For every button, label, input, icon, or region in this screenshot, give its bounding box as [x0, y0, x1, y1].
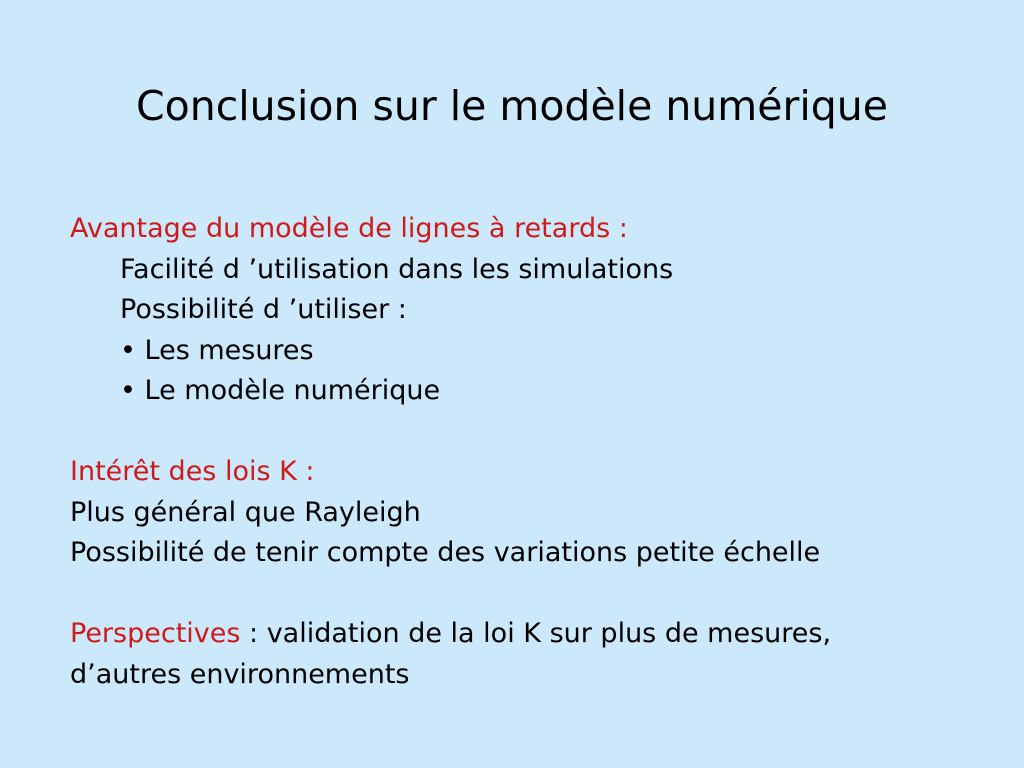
perspectives-paragraph [70, 614, 1000, 655]
section-heading-k-laws: Intérêt des lois K : [70, 456, 315, 487]
bullet-item: • Le modèle numérique [120, 375, 441, 406]
section-heading-advantages: Avantage du modèle de lignes à retards : [70, 213, 628, 244]
bullet-item: • Les mesures [120, 334, 314, 366]
k-law-item: Plus général que Rayleigh [70, 496, 421, 528]
perspectives-text: : validation de la loi K sur plus de mesures, [240, 618, 832, 649]
advantage-item: Facilité d ’utilisation dans les simulations [120, 253, 674, 285]
perspectives-continuation: d’autres environnements [70, 658, 410, 690]
slide-title: Conclusion sur le modèle numérique [136, 82, 888, 130]
k-law-item: Possibilité de tenir compte des variations petite échelle [70, 537, 821, 568]
section-heading-perspectives: Perspectives [70, 618, 241, 649]
spacer [70, 412, 1000, 453]
slide-body [70, 209, 1000, 695]
spacer [70, 574, 1000, 615]
advantage-item: Possibilité d ’utiliser : [120, 294, 407, 325]
